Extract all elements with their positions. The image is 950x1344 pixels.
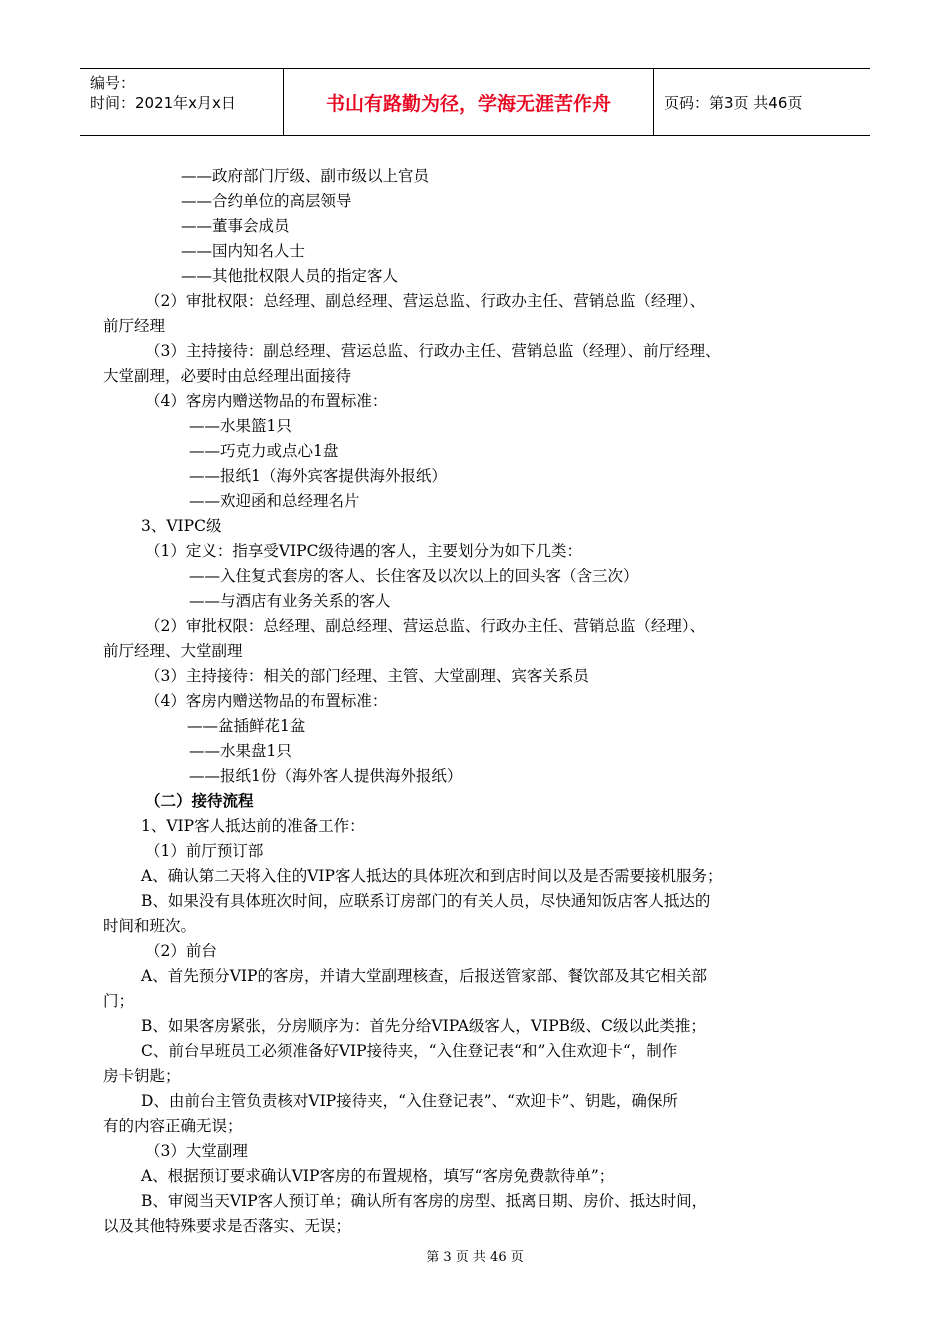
body-line: ——入住复式套房的客人、长住客及以次以上的回头客（含三次） — [189, 567, 639, 585]
body-line: 时间和班次。 — [103, 917, 197, 935]
document-time-label: 时间：2021年x月x日 — [90, 94, 236, 112]
body-line: ——欢迎函和总经理名片 — [189, 492, 360, 510]
body-line: B、如果客房紧张，分房顺序为：首先分给VIPA级客人，VIPB级、C级以此类推； — [141, 1017, 706, 1035]
body-line: ——水果盘1只 — [189, 742, 292, 760]
body-line: （1）前厅预订部 — [145, 842, 264, 860]
body-line: （4）客房内赠送物品的布置标准： — [145, 692, 388, 710]
page-header — [80, 68, 870, 136]
body-line: （2）前台 — [145, 942, 217, 960]
body-line: ——水果篮1只 — [189, 417, 292, 435]
body-line: （1）定义：指享受VIPC级待遇的客人，主要划分为如下几类： — [145, 542, 582, 560]
body-line: ——报纸1份（海外客人提供海外报纸） — [189, 767, 463, 785]
body-line: （2）审批权限：总经理、副总经理、营运总监、行政办主任、营销总监（经理）、 — [145, 617, 706, 635]
body-line: C、前台早班员工必须准备好VIP接待夹，“入住登记表“和”入住欢迎卡“，制作 — [141, 1042, 678, 1060]
body-line: （3）大堂副理 — [145, 1142, 248, 1160]
body-line: ——盆插鲜花1盆 — [187, 717, 306, 735]
body-line: ——与酒店有业务关系的客人 — [189, 592, 391, 610]
body-line: A、首先预分VIP的客房，并请大堂副理核查，后报送管家部、餐饮部及其它相关部 — [141, 967, 707, 985]
body-line: A、根据预订要求确认VIP客房的布置规格，填写“客房免费款待单”； — [141, 1167, 615, 1185]
section-heading: 3、VIPC级 — [141, 517, 222, 535]
body-line: （2）审批权限：总经理、副总经理、营运总监、行政办主任、营销总监（经理）、 — [145, 292, 706, 310]
header-page-number: 页码：第3页 共46页 — [664, 93, 803, 112]
body-line: 房卡钥匙； — [103, 1067, 181, 1085]
body-line: （3）主持接待：副总经理、营运总监、行政办主任、营销总监（经理）、前厅经理、 — [145, 342, 721, 360]
body-line: ——董事会成员 — [181, 217, 290, 235]
body-line: 大堂副理，必要时由总经理出面接待 — [103, 367, 352, 385]
body-line: ——巧克力或点心1盘 — [189, 442, 339, 460]
body-line: ——政府部门厅级、副市级以上官员 — [181, 167, 430, 185]
body-line: ——报纸1（海外宾客提供海外报纸） — [189, 467, 447, 485]
body-line: 门； — [103, 992, 135, 1010]
body-line: B、如果没有具体班次时间，应联系订房部门的有关人员，尽快通知饭店客人抵达的 — [141, 892, 711, 910]
page-footer: 第 3 页 共 46 页 — [426, 1250, 524, 1265]
section-heading: （二）接待流程 — [145, 792, 254, 810]
body-line: ——国内知名人士 — [181, 242, 306, 260]
body-line: 有的内容正确无误； — [103, 1117, 243, 1135]
document-number-label: 编号： — [90, 74, 136, 92]
document-body — [103, 164, 848, 1239]
body-line: （3）主持接待：相关的部门经理、主管、大堂副理、宾客关系员 — [145, 667, 589, 685]
body-line: ——合约单位的高层领导 — [181, 192, 352, 210]
body-line: 前厅经理 — [103, 317, 166, 335]
body-line: D、由前台主管负责核对VIP接待夹，“入住登记表”、“欢迎卡”、钥匙，确保所 — [141, 1092, 678, 1110]
body-line: 1、VIP客人抵达前的准备工作： — [141, 817, 365, 835]
body-line: A、确认第二天将入住的VIP客人抵达的具体班次和到店时间以及是否需要接机服务； — [141, 867, 723, 885]
body-line: 前厅经理、大堂副理 — [103, 642, 243, 660]
body-line: B、审阅当天VIP客人预订单；确认所有客房的房型、抵离日期、房价、抵达时间， — [141, 1192, 708, 1210]
body-line: （4）客房内赠送物品的布置标准： — [145, 392, 388, 410]
body-line: 以及其他特殊要求是否落实、无误； — [103, 1217, 352, 1235]
header-meta — [80, 69, 284, 135]
body-line: ——其他批权限人员的指定客人 — [181, 267, 399, 285]
header-motto: 书山有路勤为径，学海无涯苦作舟 — [284, 69, 654, 135]
